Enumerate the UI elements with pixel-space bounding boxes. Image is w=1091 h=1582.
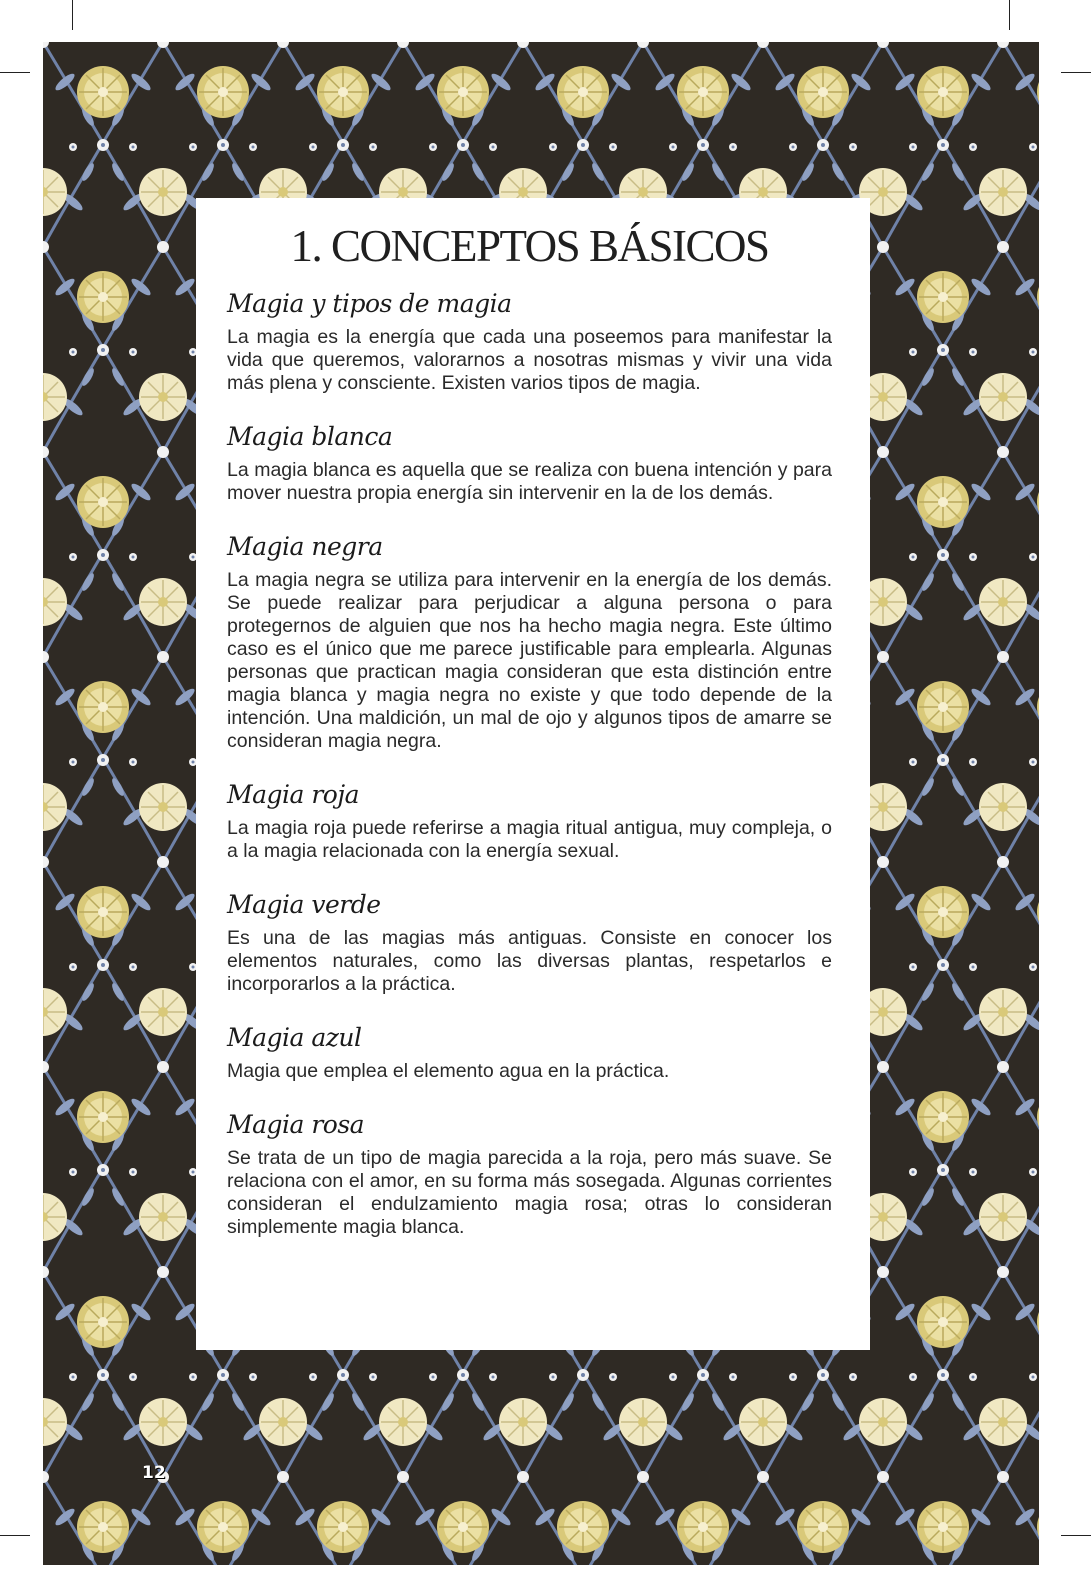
crop-mark	[1061, 1535, 1091, 1536]
section-text: La magia blanca es aquella que se realiza con buena intención y para mover nuestra propia energía sin intervenir en la de los demás.	[227, 459, 832, 504]
section-magia-roja	[227, 777, 832, 863]
section-text: La magia roja puede referirse a magia ritual antigua, muy compleja, o a la magia relacionada con la energía sexual.	[227, 817, 832, 862]
section-magia-y-tipos	[227, 286, 832, 395]
content-panel	[196, 198, 870, 1350]
section-text: La magia es la energía que cada una poseemos para manifestar la vida que queremos, valorarnos a nosotras mismas y vivir una vida más plena y consciente. Existen varios tipos de magia.	[227, 326, 832, 394]
section-magia-verde	[227, 887, 832, 996]
crop-mark	[72, 0, 73, 30]
crop-mark	[0, 1535, 30, 1536]
section-heading: Magia roja	[227, 780, 360, 809]
section-text: Se trata de un tipo de magia parecida a la roja, pero más suave. Se relaciona con el amor, en su forma más sosegada. Algunas corrientes consideran el endulzamiento magia rosa; otras lo consideran simplemente magia blanca.	[227, 1147, 832, 1238]
crop-mark	[0, 72, 30, 73]
page-title: 1. CONCEPTOS BÁSICOS	[290, 221, 769, 271]
section-heading: Magia verde	[227, 890, 381, 919]
crop-mark	[1009, 0, 1010, 30]
crop-mark	[1061, 72, 1091, 73]
section-text: Es una de las magias más antiguas. Consiste en conocer los elementos naturales, como las diversas plantas, respetarlos e incorporarlos a la práctica.	[227, 927, 832, 995]
section-heading: Magia azul	[227, 1023, 362, 1052]
section-magia-blanca	[227, 419, 832, 505]
section-heading: Magia rosa	[227, 1110, 365, 1139]
section-text: La magia negra se utiliza para intervenir en la energía de los demás. Se puede realizar para perjudicar a alguna persona o para protegernos de alguien que nos ha hecho magia negra. Este último caso es el único que me parece justificable para emplearla. Algunas personas que practican magia consideran que esta distinción entre magia blanca y magia negra no existe y que todo depende de la intención. Una maldición, un mal de ojo y algunos tipos de amarre se consideran magia negra.	[227, 569, 832, 752]
section-text: Magia que emplea el elemento agua en la práctica.	[227, 1060, 670, 1082]
section-heading: Magia blanca	[227, 422, 393, 451]
section-magia-azul	[227, 1020, 832, 1083]
page-number: 12	[142, 1463, 166, 1483]
section-heading: Magia y tipos de magia	[227, 289, 512, 318]
section-magia-rosa	[227, 1107, 832, 1239]
section-heading: Magia negra	[227, 532, 383, 561]
section-magia-negra	[227, 529, 832, 753]
